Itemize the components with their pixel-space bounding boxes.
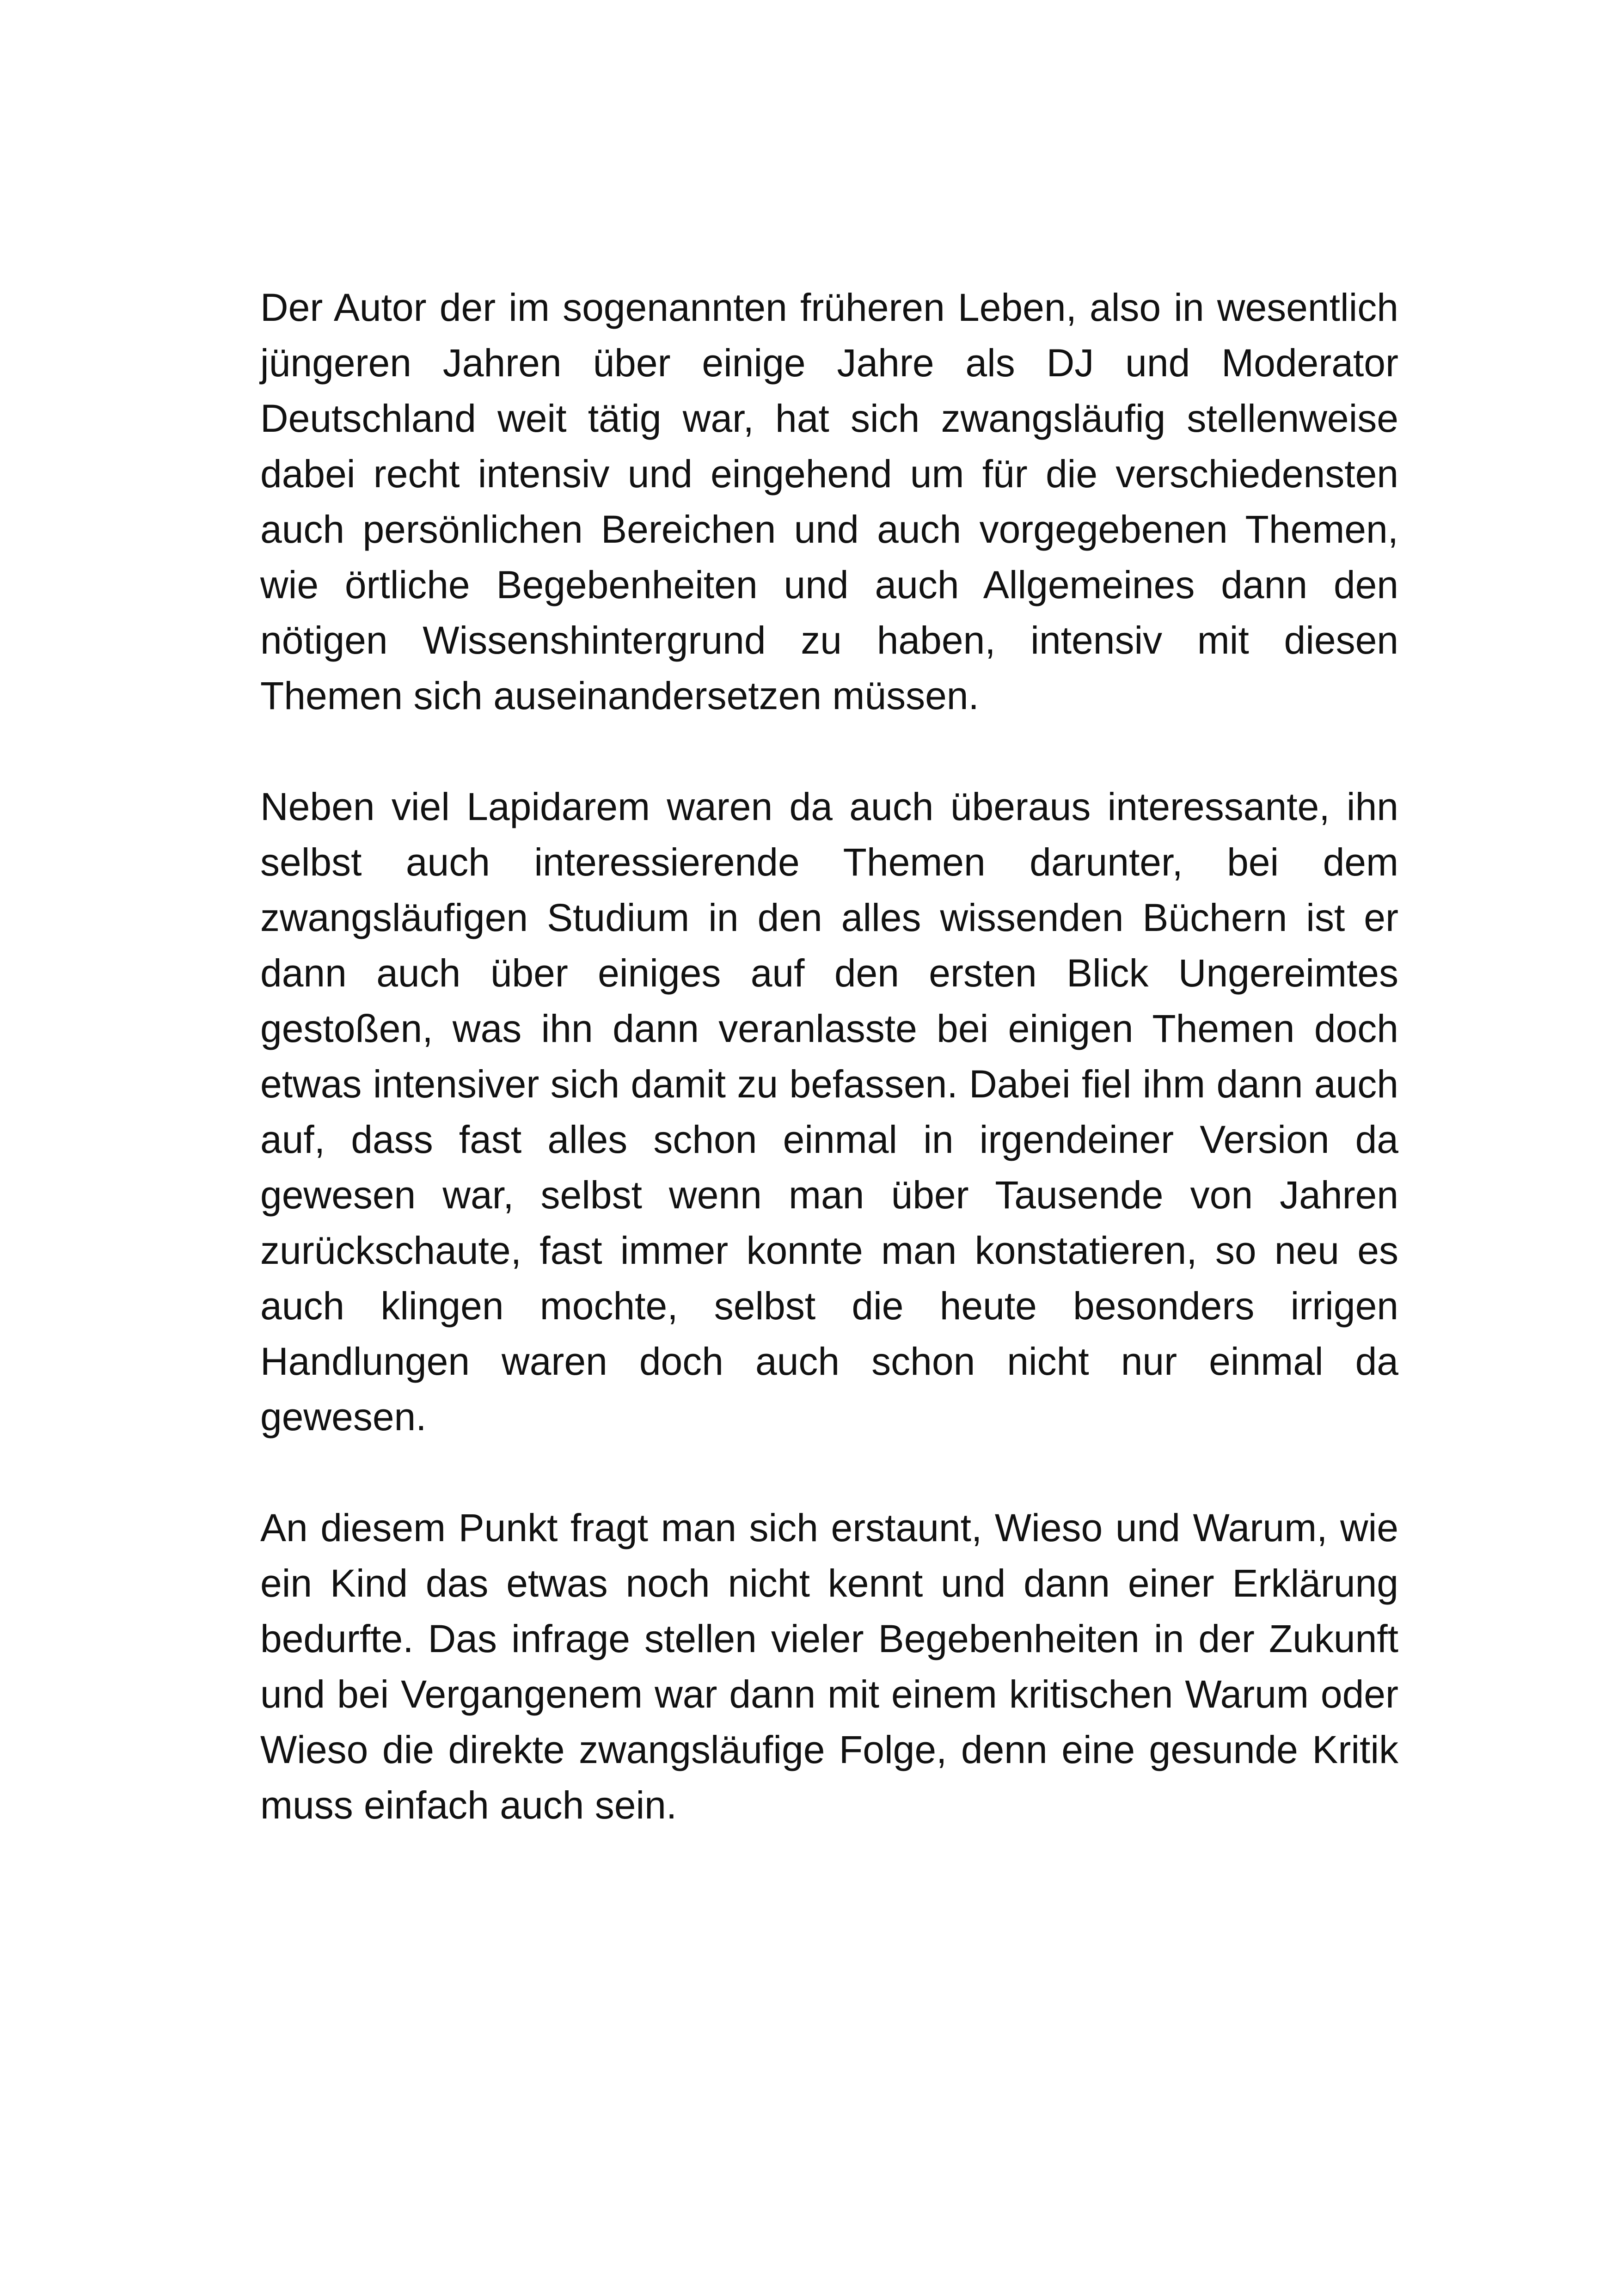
- body-text: [260, 280, 1398, 1833]
- paragraph-1: Der Autor der im sogenannten früheren Leben, also in wesentlich jüngeren Jahren über einige Jahre als DJ und Moderator Deutschland weit tätig war, hat sich zwangsläufig stellenweise dabei recht intensiv und eingehend um für die verschiedensten auch persönlichen Bereichen und auch vorgegebenen Themen, wie örtliche Begebenheiten und auch Allgemeines dann den nötigen Wissenshintergrund zu haben, intensiv mit diesen Themen sich auseinandersetzen müssen.: [260, 286, 1398, 717]
- paragraph-3: An diesem Punkt fragt man sich erstaunt, Wieso und Warum, wie ein Kind das etwas noch nicht kennt und dann einer Erklärung bedurfte. Das infrage stellen vieler Begebenheiten in der Zukunft und bei Vergangenem war dann mit einem kritischen Warum oder Wieso die direkte zwangsläufige Folge, denn eine gesunde Kritik muss einfach auch sein.: [260, 1506, 1398, 1827]
- paragraph-2: Neben viel Lapidarem waren da auch überaus interessante, ihn selbst auch interessierende Themen darunter, bei dem zwangsläufigen Studium in den alles wissenden Büchern ist er dann auch über einiges auf den ersten Blick Ungereimtes gestoßen, was ihn dann veranlasste bei einigen Themen doch etwas intensiver sich damit zu befassen. Dabei fiel ihm dann auch auf, dass fast alles schon einmal in irgendeiner Version da gewesen war, selbst wenn man über Tausende von Jahren zurückschaute, fast immer konnte man konstatieren, so neu es auch klingen mochte, selbst die heute besonders irrigen Handlungen waren doch auch schon nicht nur einmal da gewesen.: [260, 785, 1398, 1439]
